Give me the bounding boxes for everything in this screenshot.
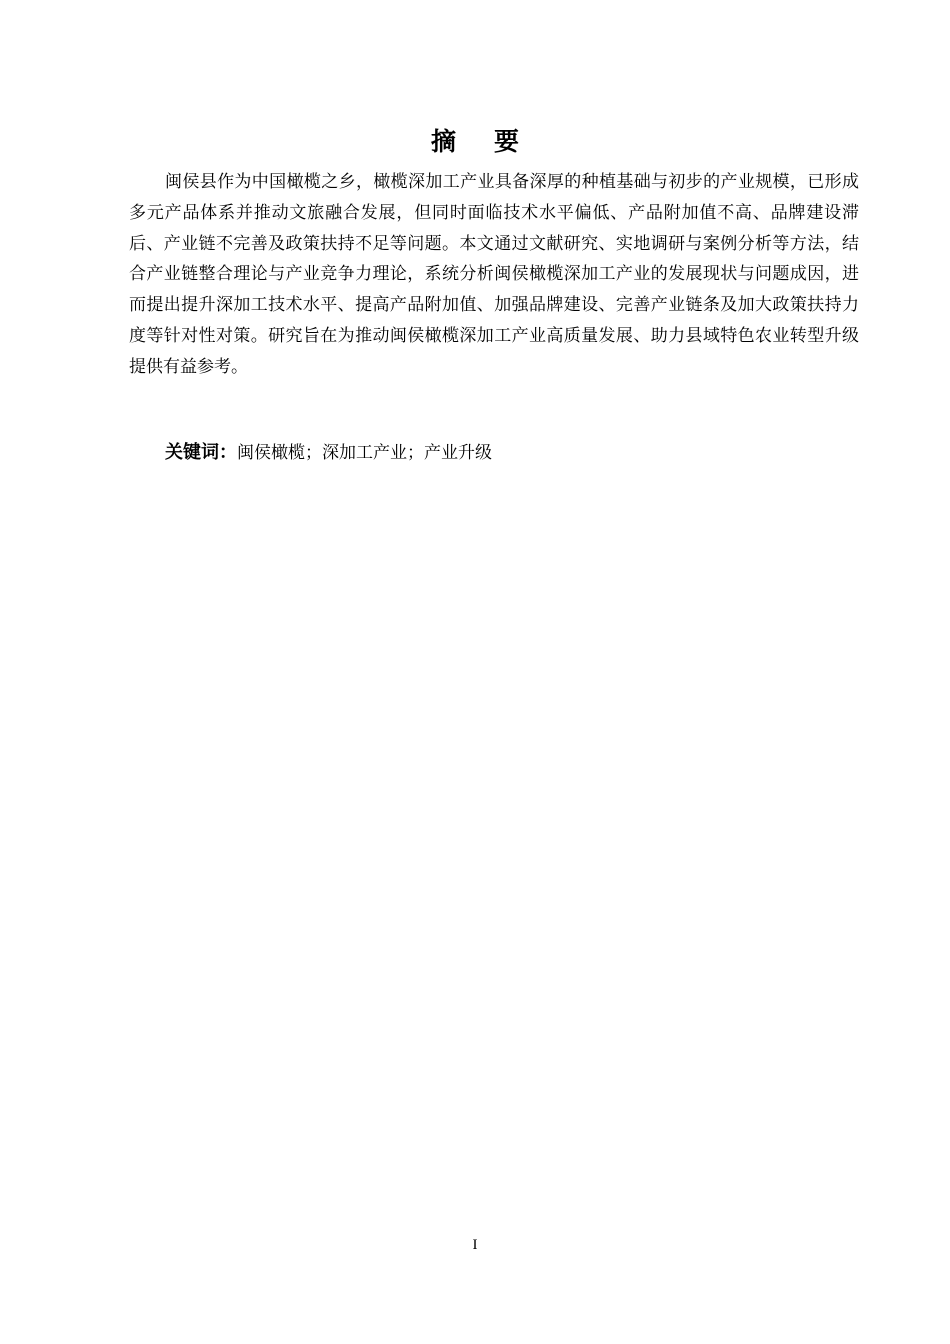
keywords-label: 关键词：: [165, 442, 237, 463]
page-number: I: [472, 1237, 478, 1253]
keywords-line: [165, 439, 865, 467]
page-title: 摘要: [430, 127, 557, 156]
keywords-value: 闽侯橄榄；深加工产业；产业升级: [237, 443, 492, 463]
abstract-paragraph: 闽侯县作为中国橄榄之乡，橄榄深加工产业具备深厚的种植基础与初步的产业规模，已形成多元产品体系并推动文旅融合发展，但同时面临技术水平偏低、产品附加值不高、品牌建设滞后、产业链不完善及政策扶持不足等问题。本文通过文献研究、实地调研与案例分析等方法，结合产业链整合理论与产业竞争力理论，系统分析闽侯橄榄深加工产业的发展现状与问题成因，进而提出提升深加工技术水平、提高产品附加值、加强品牌建设、完善产业链条及加大政策扶持力度等针对性对策。研究旨在为推动闽侯橄榄深加工产业高质量发展、助力县域特色农业转型升级提供有益参考。: [129, 172, 859, 377]
